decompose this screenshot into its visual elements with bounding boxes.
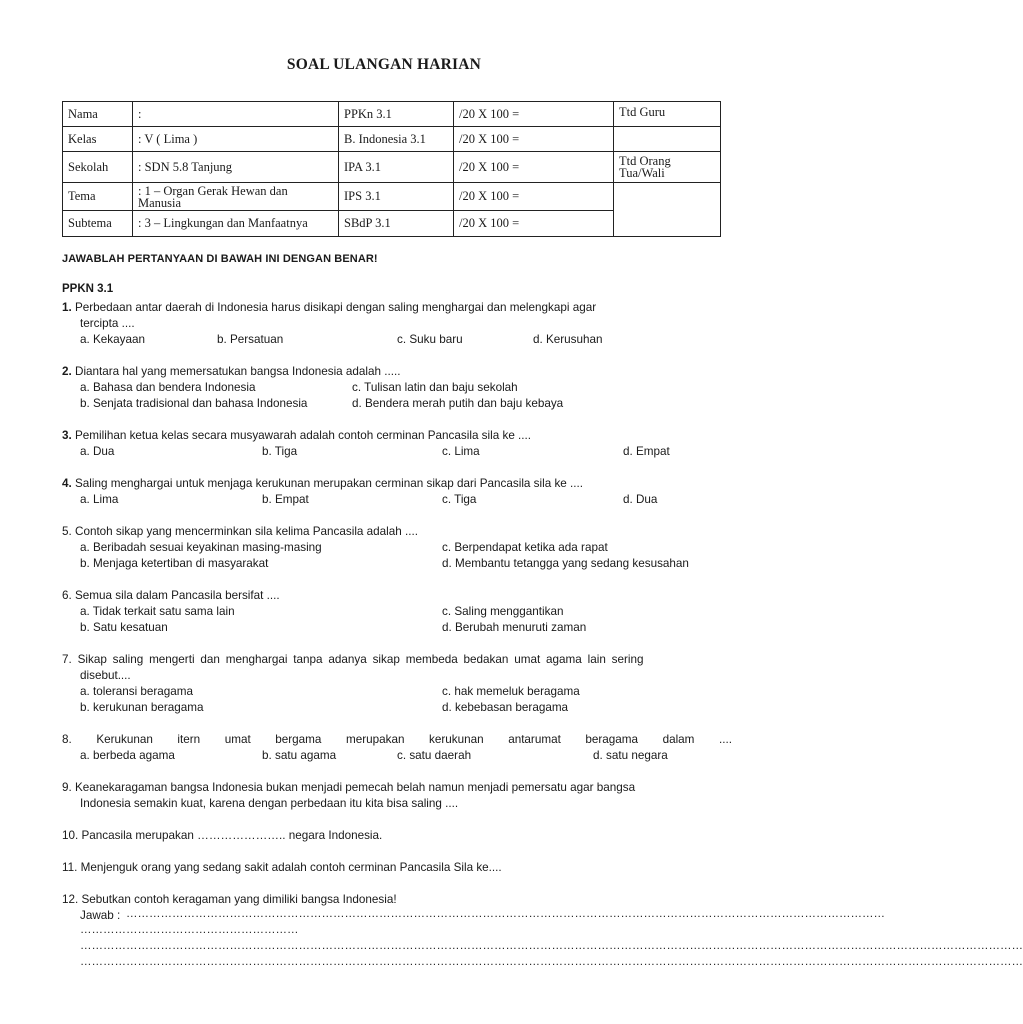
- option-a: a. Bahasa dan bendera Indonesia: [80, 381, 256, 394]
- option-d: d. Kerusuhan: [533, 333, 603, 346]
- question-6: [62, 588, 732, 636]
- question-number: 4.: [62, 477, 72, 490]
- option-d: d. Empat: [623, 445, 670, 458]
- score-ips: /20 X 100 =: [454, 183, 614, 211]
- info-value-subtema: : 3 – Lingkungan dan Manfaatnya: [133, 211, 339, 237]
- score-bindonesia: /20 X 100 =: [454, 127, 614, 152]
- section-heading: PPKN 3.1: [62, 283, 114, 295]
- question-text: Semua sila dalam Pancasila bersifat ....: [71, 589, 280, 602]
- instructions: JAWABLAH PERTANYAAN DI BAWAH INI DENGAN BENAR!: [62, 253, 378, 265]
- question-text: Keanekaragaman bangsa Indonesia bukan menjadi pemecah belah namun menjadi pemersatu agar bangsa: [71, 781, 636, 794]
- question-1: [62, 300, 732, 348]
- question-number: 12.: [62, 893, 79, 906]
- student-info-table: [62, 101, 721, 237]
- page-title: SOAL ULANGAN HARIAN: [286, 56, 482, 73]
- option-a: a. Tidak terkait satu sama lain: [80, 605, 235, 618]
- question-text: Saling menghargai untuk menjaga kerukunan merupakan cerminan sikap dari Pancasila sila ke ....: [71, 477, 584, 490]
- question-number: 10.: [62, 829, 79, 842]
- question-2: [62, 364, 732, 412]
- option-b: b. satu agama: [262, 749, 337, 762]
- option-c: c. Tulisan latin dan baju sekolah: [352, 381, 518, 394]
- info-label-subtema: Subtema: [63, 211, 133, 237]
- option-c: c. Berpendapat ketika ada rapat: [442, 541, 608, 554]
- info-label-tema: Tema: [63, 183, 133, 211]
- option-b: b. kerukunan beragama: [80, 701, 204, 714]
- option-a: a. Lima: [80, 493, 119, 506]
- option-d: d. Membantu tetangga yang sedang kesusahan: [442, 557, 689, 570]
- question-4: [62, 476, 732, 508]
- option-a: a. berbeda agama: [80, 749, 175, 762]
- option-b: b. Empat: [262, 493, 309, 506]
- option-c: c. Suku baru: [397, 333, 463, 346]
- score-ppkn: /20 X 100 =: [454, 102, 614, 127]
- subject-ipa: IPA 3.1: [339, 152, 454, 183]
- question-text: Pancasila merupakan ………………….. negara Indonesia.: [78, 829, 383, 842]
- info-value-kelas: : V ( Lima ): [133, 127, 339, 152]
- question-number: 1.: [62, 301, 72, 314]
- question-number: 3.: [62, 429, 72, 442]
- ttd-guru-label: Ttd Guru: [614, 102, 721, 127]
- question-5: [62, 524, 732, 572]
- subject-bindonesia: B. Indonesia 3.1: [339, 127, 454, 152]
- question-text: Perbedaan antar daerah di Indonesia harus disikapi dengan saling menghargai dan melengkapi agar: [71, 301, 597, 314]
- question-text: Contoh sikap yang mencerminkan sila kelima Pancasila adalah ....: [71, 525, 419, 538]
- question-number: 5.: [62, 525, 72, 538]
- info-label-sekolah: Sekolah: [63, 152, 133, 183]
- question-number: 9.: [62, 781, 72, 794]
- option-c: c. hak memeluk beragama: [442, 685, 580, 698]
- answer-line-3[interactable]: …………………………………………………………………………………………………………………………………………………………………………………………………………………………: [80, 940, 1023, 952]
- option-a: a. Beribadah sesuai keyakinan masing-masing: [80, 541, 322, 554]
- subject-ips: IPS 3.1: [339, 183, 454, 211]
- question-3: [62, 428, 732, 460]
- question-10: [62, 828, 732, 844]
- question-text: Diantara hal yang memersatukan bangsa Indonesia adalah .....: [71, 365, 401, 378]
- option-c: c. Saling menggantikan: [442, 605, 564, 618]
- option-c: c. Lima: [442, 445, 480, 458]
- question-9: [62, 780, 732, 812]
- option-b: b. Senjata tradisional dan bahasa Indonesia: [80, 397, 308, 410]
- option-d: d. satu negara: [593, 749, 668, 762]
- question-text-cont: tercipta ....: [80, 317, 135, 330]
- info-value-sekolah: : SDN 5.8 Tanjung: [133, 152, 339, 183]
- info-label-kelas: Kelas: [63, 127, 133, 152]
- question-8: [62, 732, 732, 764]
- option-b: b. Persatuan: [217, 333, 284, 346]
- option-c: c. satu daerah: [397, 749, 472, 762]
- info-value-nama: :: [133, 102, 339, 127]
- question-text-cont: disebut....: [80, 669, 131, 682]
- question-number: 11.: [62, 861, 78, 874]
- question-number: 7.: [62, 653, 72, 666]
- score-sbdp: /20 X 100 =: [454, 211, 614, 237]
- answer-line-1[interactable]: ………………………………………………………………………………………………………………………………………………………………………………: [126, 908, 885, 920]
- question-text-cont: Indonesia semakin kuat, karena dengan perbedaan itu kita bisa saling ....: [80, 797, 459, 810]
- question-number: 8.: [62, 733, 72, 746]
- ttd-orangtua-label: Ttd Orang Tua/Wali: [614, 152, 721, 183]
- option-a: a. Kekayaan: [80, 333, 145, 346]
- option-a: a. toleransi beragama: [80, 685, 194, 698]
- question-text: Sebutkan contoh keragaman yang dimiliki bangsa Indonesia!: [78, 893, 397, 906]
- info-value-tema: : 1 – Organ Gerak Hewan dan Manusia: [133, 183, 339, 211]
- answer-line-2[interactable]: …………………………………………………: [80, 924, 299, 936]
- option-d: d. kebebasan beragama: [442, 701, 569, 714]
- option-a: a. Dua: [80, 445, 115, 458]
- question-text: 8. Kerukunan itern umat bergama merupakan kerukunan antarumat beragama dalam ....: [62, 733, 732, 746]
- question-number: 6.: [62, 589, 72, 602]
- subject-ppkn: PPKn 3.1: [339, 102, 454, 127]
- info-label-nama: Nama: [63, 102, 133, 127]
- question-number: 2.: [62, 365, 72, 378]
- option-b: b. Satu kesatuan: [80, 621, 168, 634]
- ttd-orangtua-box: [614, 183, 721, 237]
- option-c: c. Tiga: [442, 493, 477, 506]
- answer-line-4[interactable]: …………………………………………………………………………………………………………………………………………………………………………………………………………………………: [80, 956, 1023, 968]
- option-d: d. Dua: [623, 493, 658, 506]
- option-b: b. Tiga: [262, 445, 298, 458]
- question-text: Menjenguk orang yang sedang sakit adalah contoh cerminan Pancasila Sila ke....: [77, 861, 502, 874]
- answer-label: Jawab :: [80, 909, 121, 922]
- option-d: d. Berubah menuruti zaman: [442, 621, 587, 634]
- question-text: Sikap saling mengerti dan menghargai tanpa adanya sikap membeda bedakan umat agama lain sering: [71, 653, 644, 666]
- option-b: b. Menjaga ketertiban di masyarakat: [80, 557, 269, 570]
- question-text: Pemilihan ketua kelas secara musyawarah adalah contoh cerminan Pancasila sila ke ....: [71, 429, 532, 442]
- option-d: d. Bendera merah putih dan baju kebaya: [352, 397, 564, 410]
- score-ipa: /20 X 100 =: [454, 152, 614, 183]
- ttd-guru-box: [614, 127, 721, 152]
- subject-sbdp: SBdP 3.1: [339, 211, 454, 237]
- question-7: [62, 652, 732, 716]
- question-11: [62, 860, 732, 876]
